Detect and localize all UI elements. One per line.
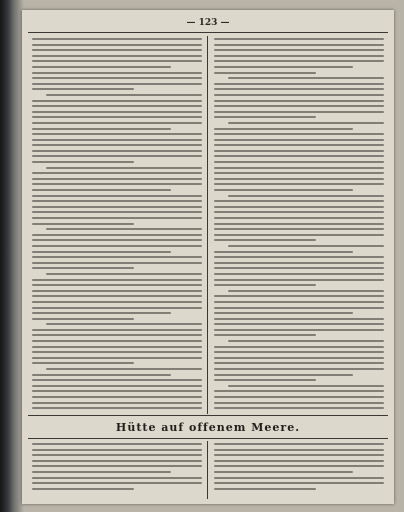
text-line xyxy=(214,329,384,331)
text-line xyxy=(32,55,202,57)
right-column-text xyxy=(214,38,384,413)
text-line xyxy=(32,77,202,79)
text-line xyxy=(32,172,202,174)
text-line xyxy=(32,100,202,102)
text-line xyxy=(32,477,202,479)
text-line xyxy=(214,471,353,473)
text-line xyxy=(32,116,202,118)
bottom-right-column-text xyxy=(214,443,384,493)
text-line xyxy=(214,402,384,404)
text-line xyxy=(214,477,384,479)
text-line xyxy=(214,49,384,51)
text-line xyxy=(32,443,202,445)
bottom-left-column-text xyxy=(32,443,202,493)
bottom-column-divider xyxy=(207,441,208,499)
text-line xyxy=(32,44,202,46)
text-line xyxy=(32,239,202,241)
text-line xyxy=(32,60,202,62)
text-line xyxy=(32,66,171,68)
text-line xyxy=(214,206,384,208)
text-line xyxy=(214,167,384,169)
text-line xyxy=(46,94,202,96)
text-line xyxy=(32,105,202,107)
text-line xyxy=(32,279,202,281)
text-line xyxy=(32,402,202,404)
text-line xyxy=(46,273,202,275)
text-line xyxy=(32,251,171,253)
text-line xyxy=(32,334,202,336)
text-line xyxy=(214,94,384,96)
text-line xyxy=(32,195,202,197)
text-line xyxy=(214,178,384,180)
text-line xyxy=(32,351,202,353)
text-line xyxy=(32,346,202,348)
text-line xyxy=(32,178,202,180)
text-line xyxy=(214,66,353,68)
text-line xyxy=(32,122,202,124)
text-line xyxy=(228,195,384,197)
text-line xyxy=(214,454,384,456)
book-spine-shadow xyxy=(0,0,14,512)
text-line xyxy=(214,390,384,392)
text-line xyxy=(32,471,171,473)
text-line xyxy=(214,234,384,236)
text-line xyxy=(46,368,202,370)
text-line xyxy=(214,396,384,398)
text-line xyxy=(32,301,202,303)
section-rule-top xyxy=(28,415,388,416)
text-line xyxy=(46,167,202,169)
text-line xyxy=(32,189,171,191)
text-line xyxy=(214,88,384,90)
text-line xyxy=(32,139,202,141)
text-line xyxy=(32,318,134,320)
section-rule-bottom xyxy=(28,438,388,439)
text-line xyxy=(214,239,316,241)
text-line xyxy=(214,133,384,135)
text-line xyxy=(32,307,202,309)
text-line xyxy=(32,482,202,484)
text-line xyxy=(214,256,384,258)
text-line xyxy=(32,223,134,225)
text-line xyxy=(214,323,384,325)
text-line xyxy=(32,111,202,113)
text-line xyxy=(32,217,202,219)
text-line xyxy=(32,267,134,269)
text-line xyxy=(214,443,384,445)
text-line xyxy=(32,133,202,135)
text-line xyxy=(214,279,384,281)
text-line xyxy=(214,251,353,253)
text-line xyxy=(32,290,202,292)
text-line xyxy=(46,228,202,230)
text-line xyxy=(214,116,316,118)
text-line xyxy=(214,100,384,102)
text-line xyxy=(32,488,134,490)
text-line xyxy=(214,334,316,336)
text-line xyxy=(214,83,384,85)
text-line xyxy=(214,318,384,320)
text-line xyxy=(32,183,202,185)
text-line xyxy=(214,228,384,230)
text-line xyxy=(214,72,316,74)
text-line xyxy=(214,301,384,303)
text-line xyxy=(32,312,171,314)
text-line xyxy=(214,111,384,113)
text-line xyxy=(214,139,384,141)
text-line xyxy=(214,217,384,219)
text-line xyxy=(32,88,134,90)
text-line xyxy=(228,340,384,342)
text-line xyxy=(32,211,202,213)
text-line xyxy=(214,307,384,309)
text-line xyxy=(214,407,384,409)
text-line xyxy=(214,200,384,202)
text-line xyxy=(214,460,384,462)
text-line xyxy=(32,262,202,264)
text-line xyxy=(32,295,202,297)
text-line xyxy=(214,38,384,40)
left-column-text xyxy=(32,38,202,413)
book-page xyxy=(22,10,394,504)
text-line xyxy=(32,454,202,456)
column-divider xyxy=(207,36,208,414)
text-line xyxy=(32,161,134,163)
text-line xyxy=(32,396,202,398)
text-line xyxy=(32,362,134,364)
text-line xyxy=(214,211,384,213)
text-line xyxy=(214,223,384,225)
text-line xyxy=(228,385,384,387)
text-line xyxy=(214,368,384,370)
text-line xyxy=(32,256,202,258)
text-line xyxy=(214,262,384,264)
text-line xyxy=(214,55,384,57)
text-line xyxy=(214,449,384,451)
text-line xyxy=(46,323,202,325)
text-line xyxy=(32,385,202,387)
text-line xyxy=(32,38,202,40)
text-line xyxy=(214,128,353,130)
text-line xyxy=(32,407,202,409)
text-line xyxy=(214,284,316,286)
text-line xyxy=(214,357,384,359)
text-line xyxy=(214,144,384,146)
text-line xyxy=(214,482,384,484)
text-line xyxy=(32,72,202,74)
text-line xyxy=(32,340,202,342)
text-line xyxy=(32,465,202,467)
text-line xyxy=(214,295,384,297)
page-number: — 123 — xyxy=(186,18,230,28)
text-line xyxy=(214,351,384,353)
text-line xyxy=(32,284,202,286)
text-line xyxy=(214,488,316,490)
text-line xyxy=(32,460,202,462)
text-line xyxy=(214,312,353,314)
text-line xyxy=(32,374,171,376)
header-rule xyxy=(28,32,388,33)
text-line xyxy=(32,234,202,236)
text-line xyxy=(214,267,384,269)
text-line xyxy=(214,346,384,348)
text-line xyxy=(214,161,384,163)
text-line xyxy=(32,128,171,130)
text-line xyxy=(214,273,384,275)
text-line xyxy=(32,83,202,85)
text-line xyxy=(228,290,384,292)
text-line xyxy=(214,362,384,364)
text-line xyxy=(214,150,384,152)
text-line xyxy=(32,390,202,392)
text-line xyxy=(32,245,202,247)
text-line xyxy=(32,379,202,381)
text-line xyxy=(214,60,384,62)
text-line xyxy=(32,49,202,51)
text-line xyxy=(214,105,384,107)
section-title: Hütte auf offenem Meere. xyxy=(115,421,301,434)
text-line xyxy=(214,465,384,467)
text-line xyxy=(32,150,202,152)
text-line xyxy=(32,206,202,208)
text-line xyxy=(228,77,384,79)
text-line xyxy=(214,155,384,157)
text-line xyxy=(32,329,202,331)
text-line xyxy=(32,200,202,202)
text-line xyxy=(214,183,384,185)
text-line xyxy=(214,172,384,174)
text-line xyxy=(214,379,316,381)
text-line xyxy=(228,122,384,124)
text-line xyxy=(214,374,353,376)
text-line xyxy=(32,144,202,146)
text-line xyxy=(32,357,202,359)
text-line xyxy=(32,449,202,451)
text-line xyxy=(214,44,384,46)
text-line xyxy=(32,155,202,157)
text-line xyxy=(214,189,353,191)
text-line xyxy=(228,245,384,247)
